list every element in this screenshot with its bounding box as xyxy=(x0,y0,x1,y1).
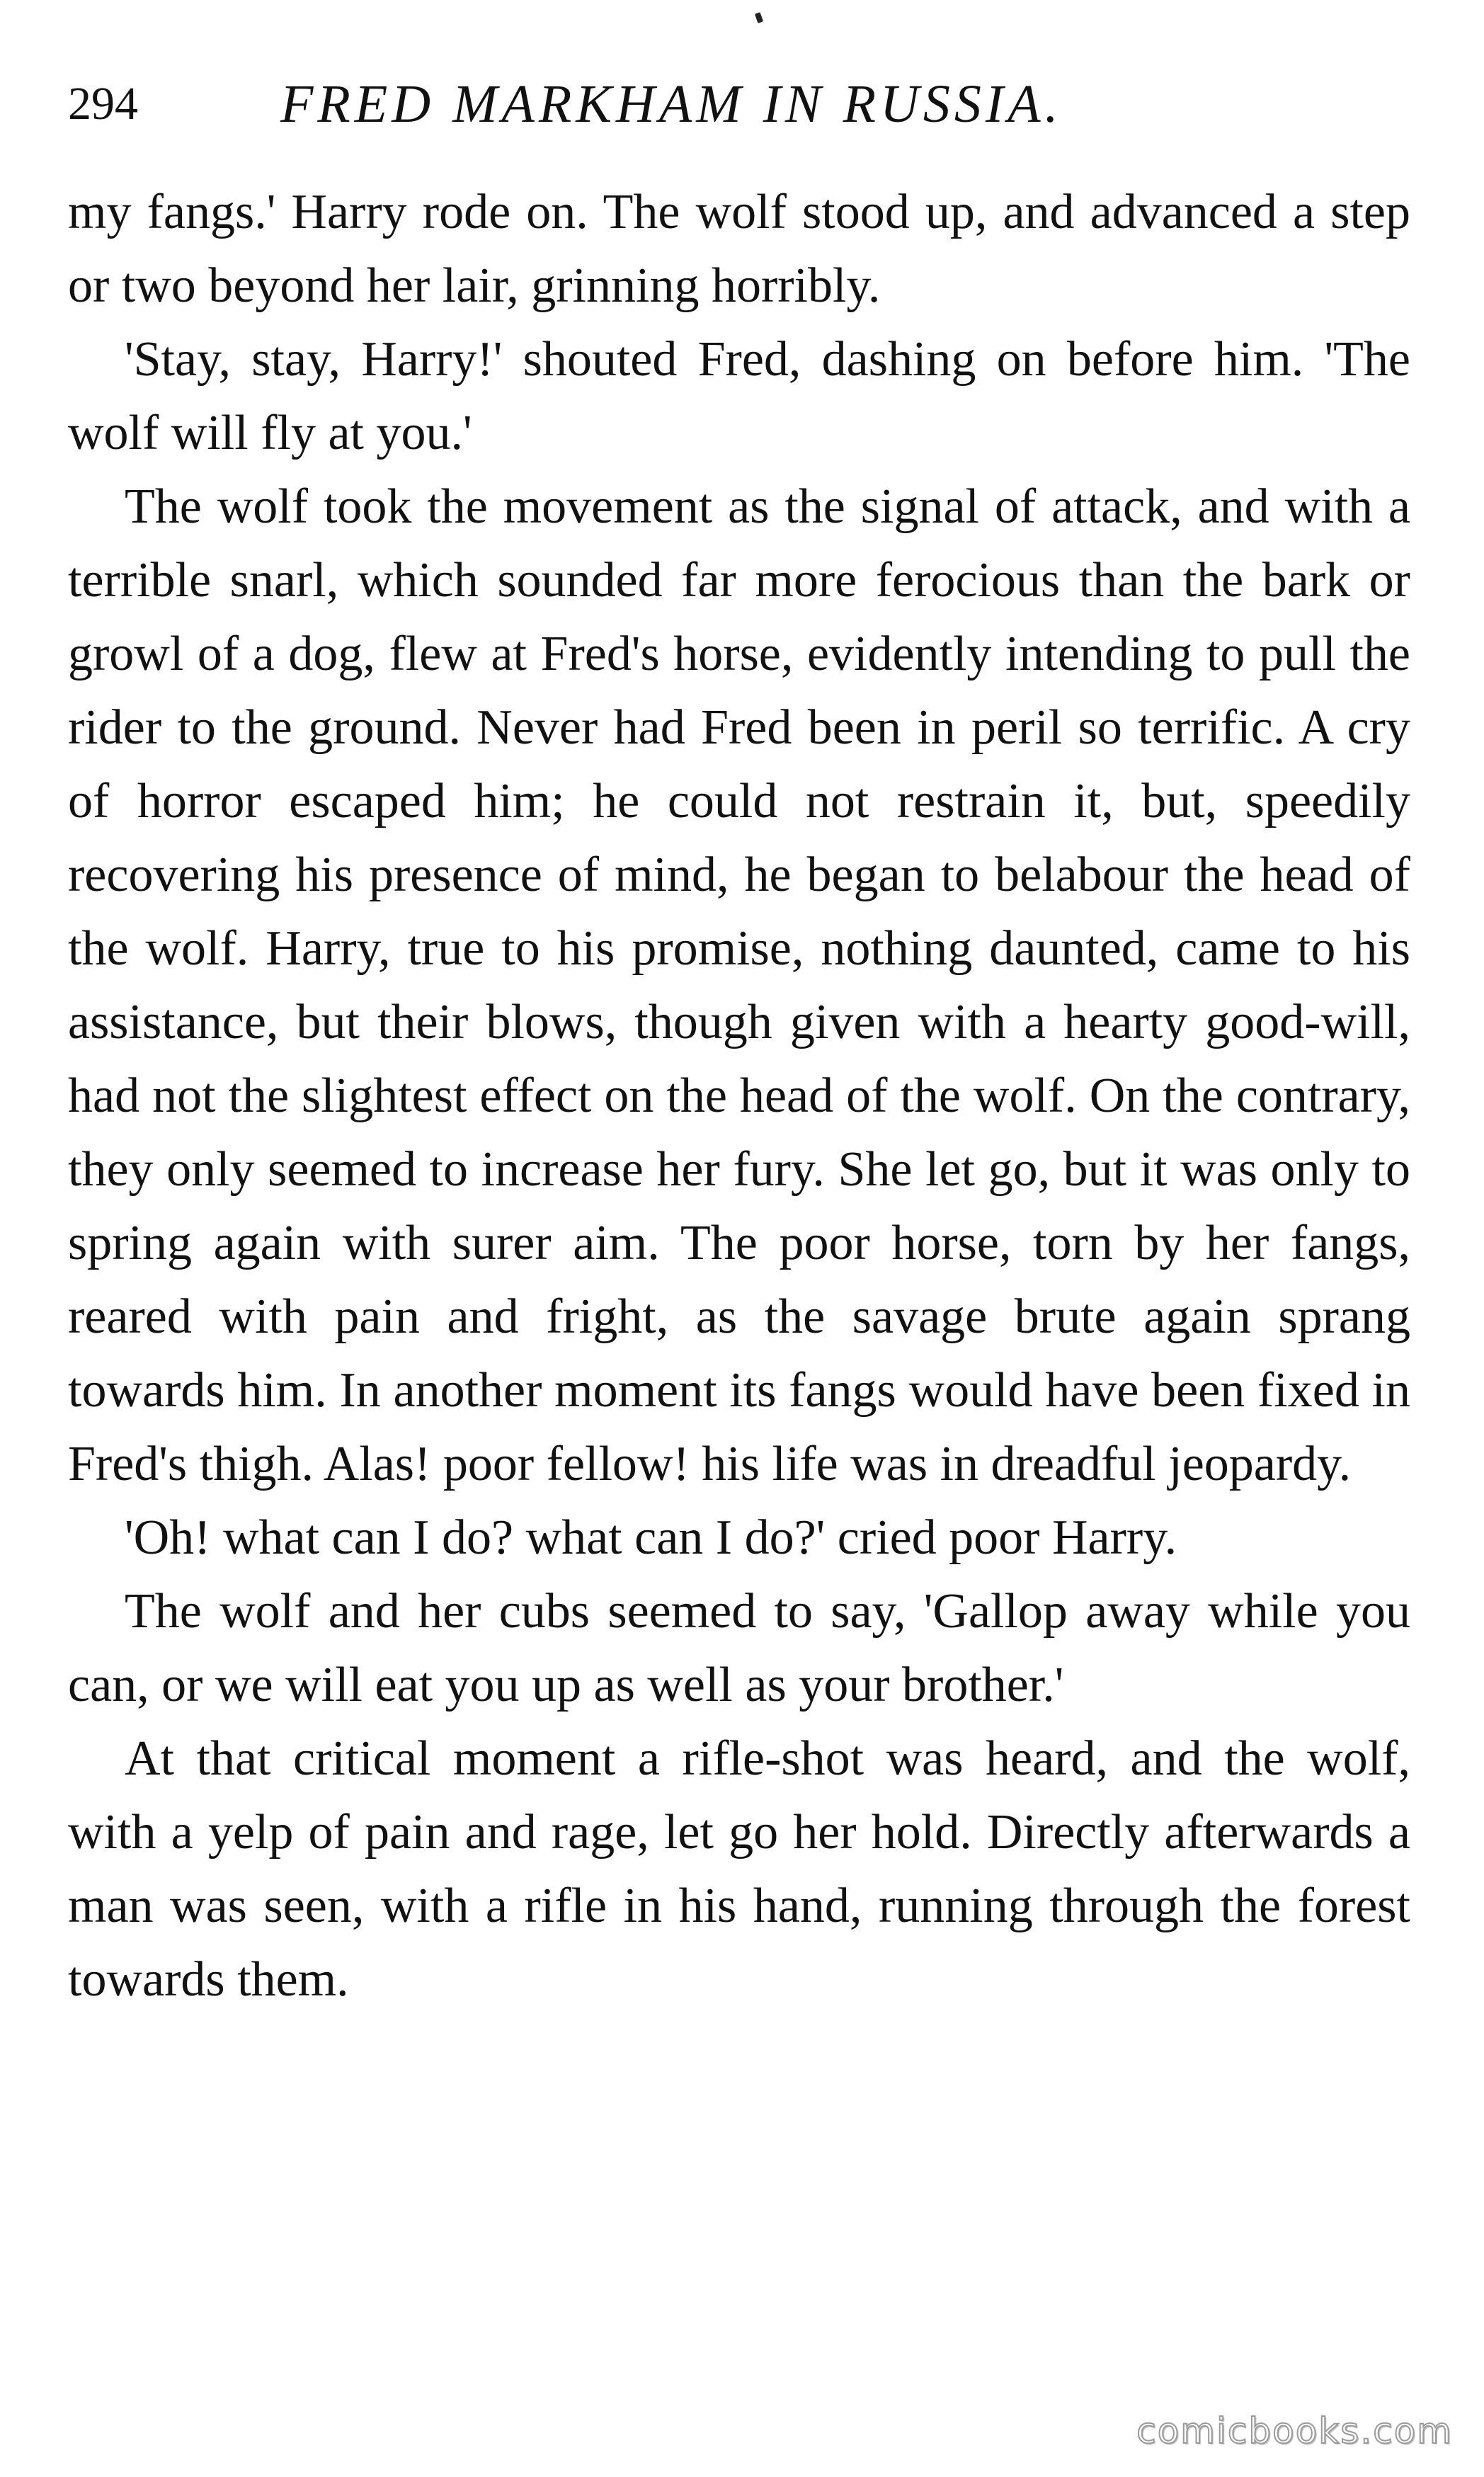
paragraph-continued: my fangs.' Harry rode on. The wolf stood up, and advanced a step or two beyond her lair, grinning horribly. xyxy=(68,185,1410,313)
paragraph: 'Oh! what can I do? what can I do?' cried poor Harry. xyxy=(125,1510,1177,1565)
page-header xyxy=(68,65,1413,143)
paragraph: The wolf took the movement as the signal of attack, and with a terrible snarl, which sounded far more ferocious than the bark or growl of a dog, flew at Fred's horse, evidently intending to pull the rider to the ground. Never had Fred been in peril so terrific. A cry of horror escaped him; he could not restrain it, but, speedily recovering his presence of mind, he began to belabour the head of the wolf. Harry, true to his promise, nothing daunted, came to his assistance, but their blows, though given with a hearty good-will, had not the slightest effect on the head of the wolf. On the contrary, they only seemed to increase her fury. She let go, but it was only to spring again with surer aim. The poor horse, torn by her fangs, reared with pain and fright, as the savage brute again sprang towards him. In another moment its fangs would have been fixed in Fred's thigh. Alas! poor fellow! his life was in dreadful jeopardy. xyxy=(68,479,1410,1491)
printer-mark xyxy=(755,12,763,23)
paragraph: 'Stay, stay, Harry!' shouted Fred, dashing on before him. 'The wolf will fly at you.' xyxy=(68,332,1410,460)
paragraph: The wolf and her cubs seemed to say, 'Gallop away while you can, or we will eat you up as well as your brother.' xyxy=(68,1584,1410,1712)
page-number: 294 xyxy=(68,78,138,130)
watermark: comicbooks.com xyxy=(1136,2410,1453,2452)
paragraph: At that critical moment a rifle-shot was heard, and the wolf, with a yelp of pain and rage, let go her hold. Directly afterwards a man was seen, with a rifle in his hand, running through the forest towards them. xyxy=(68,1731,1410,2007)
running-title: FRED MARKHAM IN RUSSIA. xyxy=(280,74,1063,134)
body-text xyxy=(68,176,1410,2017)
